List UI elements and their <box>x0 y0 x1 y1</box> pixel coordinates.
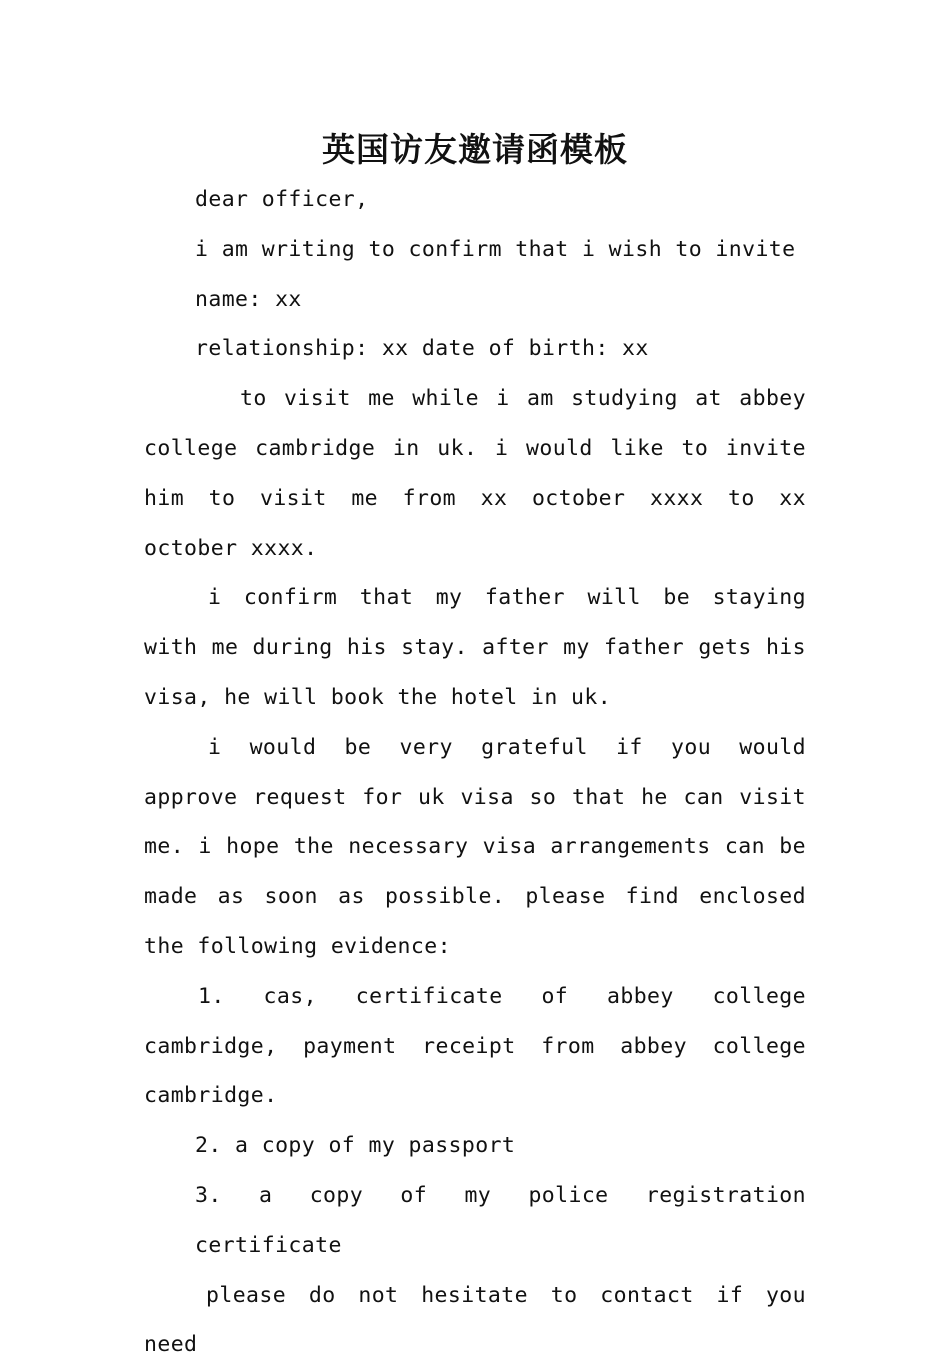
paragraph-name: name: xx <box>195 286 302 312</box>
paragraph-contact: please do not hesitate to contact if you need <box>144 1282 806 1358</box>
evidence-item-3: 3. a copy of my police registration certificate <box>195 1182 806 1258</box>
paragraph-request: i would be very grateful if you would approve request for uk visa so that he can visit me. i hope the necessary visa arrangements can be made as soon as possible. please find enclosed the following evidence: <box>144 734 806 959</box>
salutation: dear officer, <box>195 187 369 212</box>
paragraph-invite: i am writing to confirm that i wish to invite <box>195 236 796 262</box>
paragraph-visit: to visit me while i am studying at abbey college cambridge in uk. i would like to invite him to visit me from xx october xxxx to xx october xxxx. <box>144 386 806 561</box>
document-title: 英国访友邀请函模板 <box>322 130 628 169</box>
evidence-item-1: 1. cas, certificate of abbey college cambridge, payment receipt from abbey college cambridge. <box>144 983 806 1109</box>
document-body <box>144 175 806 1370</box>
paragraph-relationship: relationship: xx date of birth: xx <box>195 336 649 362</box>
evidence-item-2: 2. a copy of my passport <box>195 1133 516 1159</box>
paragraph-stay: i confirm that my father will be staying with me during his stay. after my father gets his visa, he will book the hotel in uk. <box>144 585 806 710</box>
